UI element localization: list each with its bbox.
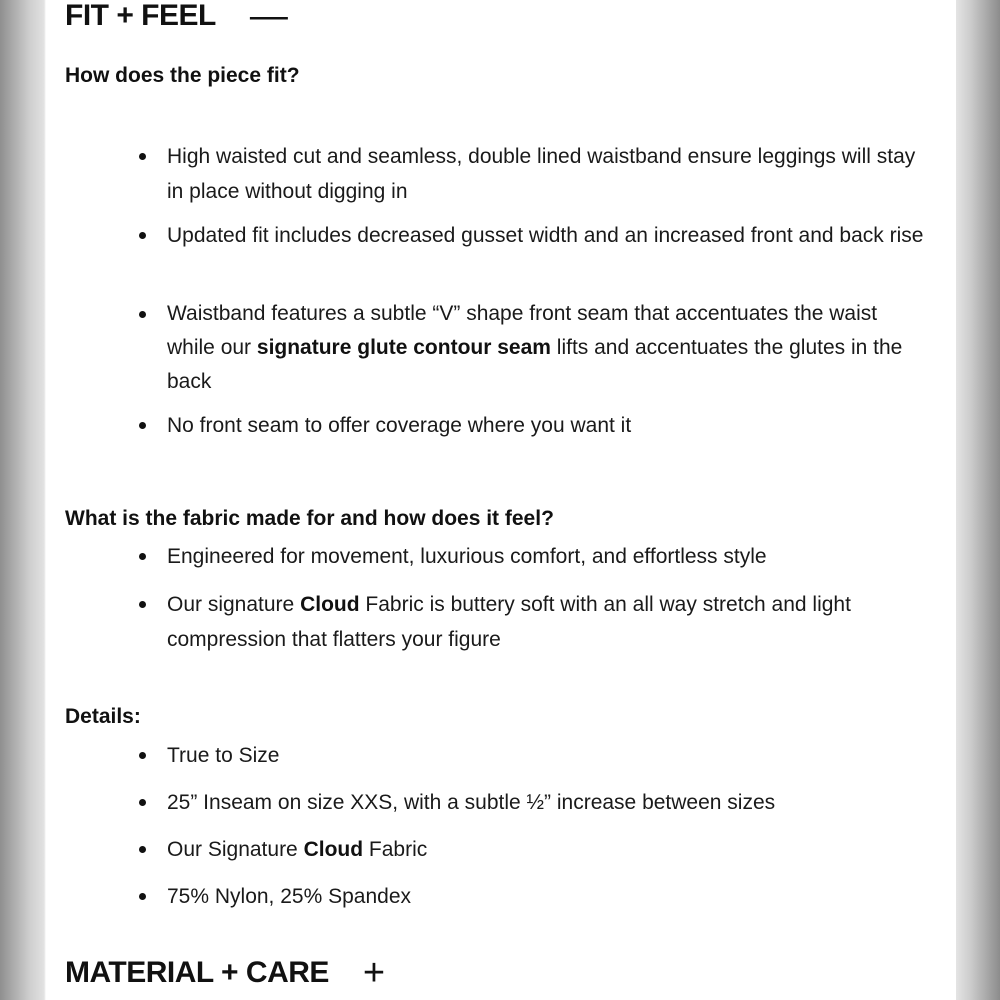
bullet-text-part: lifts and accentuates the glutes in the back (167, 336, 903, 393)
bullet-text (167, 297, 925, 399)
bullet-bold-text: signature glute contour seam (256, 336, 551, 359)
bullet-text (167, 832, 925, 867)
bullet-dot-icon (139, 846, 146, 853)
bullet-text-part: Our signature (167, 593, 301, 616)
material-care-title: MATERIAL + CARE (65, 956, 329, 989)
collapse-minus-icon[interactable]: — (249, 0, 288, 37)
fabric-question-heading: What is the fabric made for and how does it feel? (65, 507, 554, 530)
bullet-text: High waisted cut and seamless, double lined waistband ensure leggings will stay in place without digging in (167, 145, 916, 203)
material-care-accordion-header[interactable] (65, 952, 385, 994)
fit-feel-title: FIT + FEEL (65, 0, 216, 32)
bullet-text: Engineered for movement, luxurious comfort, and effortless style (167, 545, 767, 568)
bullet-dot-icon (139, 422, 146, 429)
list-item (135, 879, 925, 914)
bullet-dot-icon (139, 553, 146, 560)
fit-feel-accordion-header[interactable] (65, 0, 288, 37)
expand-plus-icon[interactable]: + (362, 952, 385, 994)
bullet-text: No front seam to offer coverage where you want it (167, 414, 632, 437)
bullet-dot-icon (139, 153, 146, 160)
list-item (135, 785, 925, 820)
bullet-text: 25” Inseam on size XXS, with a subtle ½” increase between sizes (167, 791, 776, 814)
list-item (135, 297, 925, 399)
list-item (135, 539, 925, 574)
list-item (135, 218, 925, 253)
bullet-bold-text: Cloud (303, 838, 364, 861)
bullet-text-part: Our Signature (167, 838, 304, 861)
bullet-dot-icon (139, 311, 146, 318)
bullet-dot-icon (139, 232, 146, 239)
bullet-text: Updated fit includes decreased gusset width and an increased front and back rise (167, 224, 924, 247)
list-item (135, 587, 925, 657)
bullet-bold-text: Cloud (300, 593, 360, 616)
bullet-dot-icon (139, 752, 146, 759)
bullet-text: True to Size (167, 744, 280, 767)
fit-question-heading: How does the piece fit? (65, 64, 300, 87)
bullet-text-part: Waistband features a subtle “V” shape front seam that accentuates the waist while our (167, 302, 878, 359)
bullet-text (167, 587, 925, 657)
bullet-text: 75% Nylon, 25% Spandex (167, 885, 411, 908)
bullet-text-part: Fabric (363, 838, 428, 861)
list-item (135, 408, 925, 443)
list-item (135, 738, 925, 773)
bullet-text-part: Fabric is buttery soft with an all way stretch and light compression that flatters your figure (167, 593, 851, 651)
list-item (135, 139, 925, 209)
list-item (135, 832, 925, 867)
bullet-dot-icon (139, 799, 146, 806)
bullet-dot-icon (139, 893, 146, 900)
details-heading: Details: (65, 705, 141, 728)
bullet-dot-icon (139, 601, 146, 608)
